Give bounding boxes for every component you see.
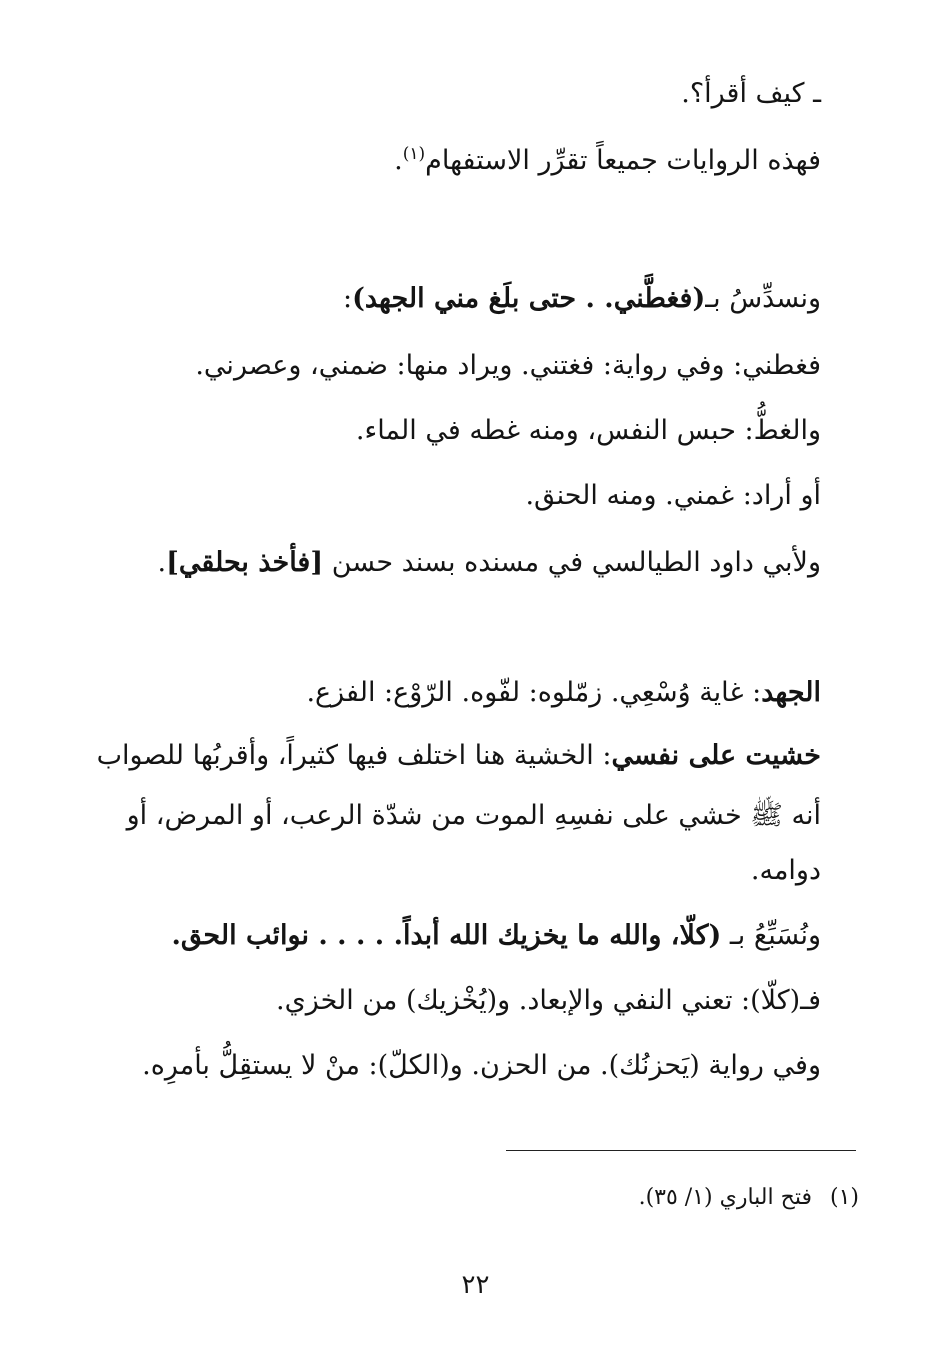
sixth-point-colon: :	[342, 283, 353, 314]
text-line-feared-death: أنه ﷺ خشي على نفسِهِ الموت من شدّة الرعب، أو المرض، أو	[126, 800, 821, 831]
jahd-definition: : غاية وُسْعِي. زمّلوه: لفّوه. الرّوْع: الفزع.	[306, 677, 762, 708]
sixth-point-quote: (فغطَّني. . حتى بلَغ مني الجهد)	[352, 283, 706, 314]
narrations-text: فهذه الروايات جميعاً تقرِّر الاستفهام	[425, 145, 821, 176]
khashiyah-term: خشيت على نفسي	[611, 740, 821, 771]
seventh-point-intro: ونُسَبِّعُ بـ	[721, 920, 821, 951]
footnote-number: (١)	[829, 1185, 859, 1210]
abu-dawud-quote: [فأخذ بحلقي]	[166, 547, 324, 578]
sixth-point-intro: ونسدِّسُ بـ	[705, 283, 821, 314]
text-line-ghatt: والغطُّ: حبس النفس، ومنه غطه في الماء.	[355, 415, 821, 446]
text-line-how-to-read: ـ كيف أقرأ؟.	[681, 78, 821, 109]
page-number: ٢٢	[461, 1270, 490, 1300]
narrations-period: .	[394, 145, 403, 176]
text-line-kalla: فـ(كلّا): تعني النفي والإبعاد. و(يُخْزيك) من الخزي.	[276, 985, 821, 1016]
text-line-sixth-point	[80, 283, 821, 315]
text-line-khashiyah	[80, 740, 821, 772]
abu-dawud-period: .	[157, 547, 167, 578]
jahd-term: الجهد	[761, 677, 821, 708]
text-line-continuation: دوامه.	[750, 855, 821, 886]
footnote	[639, 1185, 859, 1210]
text-line-narrations	[80, 145, 821, 177]
text-line-ghattani: فغطني: وفي رواية: فغتني. ويراد منها: ضمني، وعصرني.	[195, 350, 821, 381]
khashiyah-definition: : الخشية هنا اختلف فيها كثيراً، وأقربُها للصواب	[96, 740, 612, 771]
text-line-yahzunuk: وفي رواية (يَحزنُك). من الحزن. و(الكلّ): منْ لا يستقِلُّ بأمرِه.	[142, 1050, 821, 1081]
text-line-abu-dawud	[80, 547, 821, 579]
footnote-reference[interactable]: (١)	[402, 144, 426, 164]
seventh-point-quote: (كلّا، والله ما يخزيك الله أبداً. . . . . نوائب الحق.	[171, 920, 722, 951]
text-line-seventh-point	[80, 920, 821, 952]
footnote-text: فتح الباري (١/ ٣٥).	[638, 1185, 812, 1210]
text-line-jahd	[80, 677, 821, 709]
abu-dawud-text: ولأبي داود الطيالسي في مسنده بسند حسن	[323, 547, 821, 578]
text-line-ghammani: أو أراد: غمني. ومنه الحنق.	[525, 480, 821, 511]
footnote-divider	[506, 1150, 856, 1151]
